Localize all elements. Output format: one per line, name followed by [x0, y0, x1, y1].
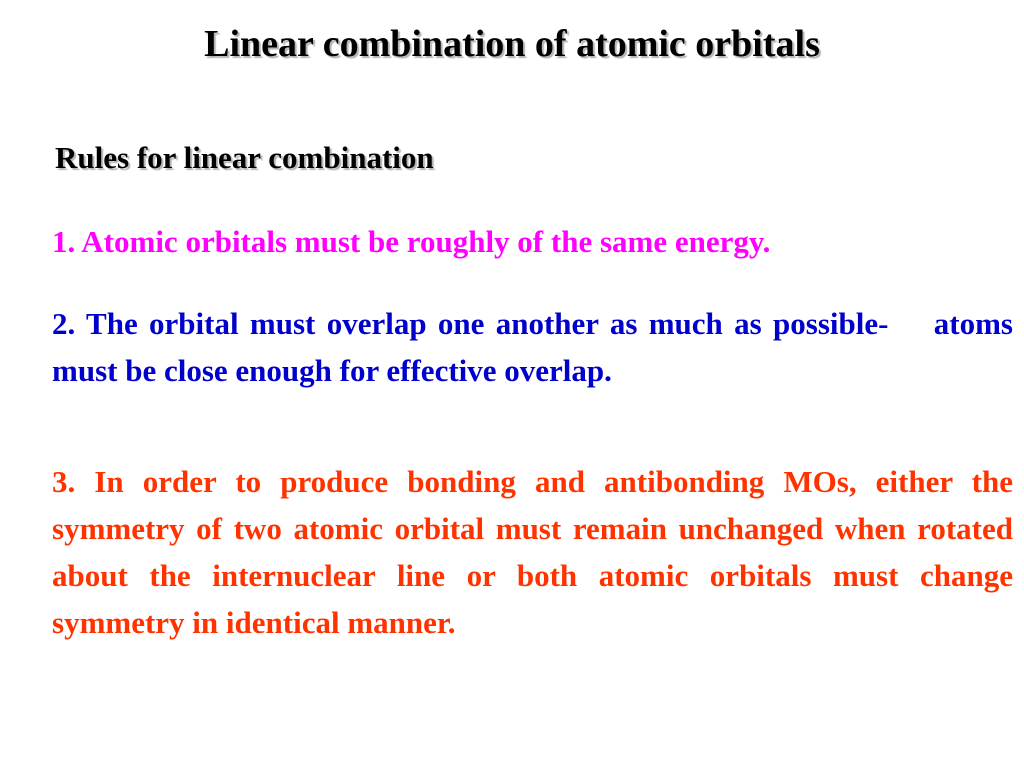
- slide-title: Linear combination of atomic orbitals: [204, 23, 820, 65]
- rule-1-text: 1. Atomic orbitals must be roughly of the same energy.: [52, 224, 771, 259]
- rule-3-text: 3. In order to produce bonding and antibonding MOs, either the symmetry of two atomic orbital must remain unchanged when rotated about the internuclear line or both atomic orbitals must change symmetry in identical manner.: [52, 464, 1013, 640]
- rule-2-text: 2. The orbital must overlap one another as much as possible- atoms must be close enough for effective overlap.: [52, 306, 1021, 388]
- section-heading: Rules for linear combination: [55, 140, 434, 175]
